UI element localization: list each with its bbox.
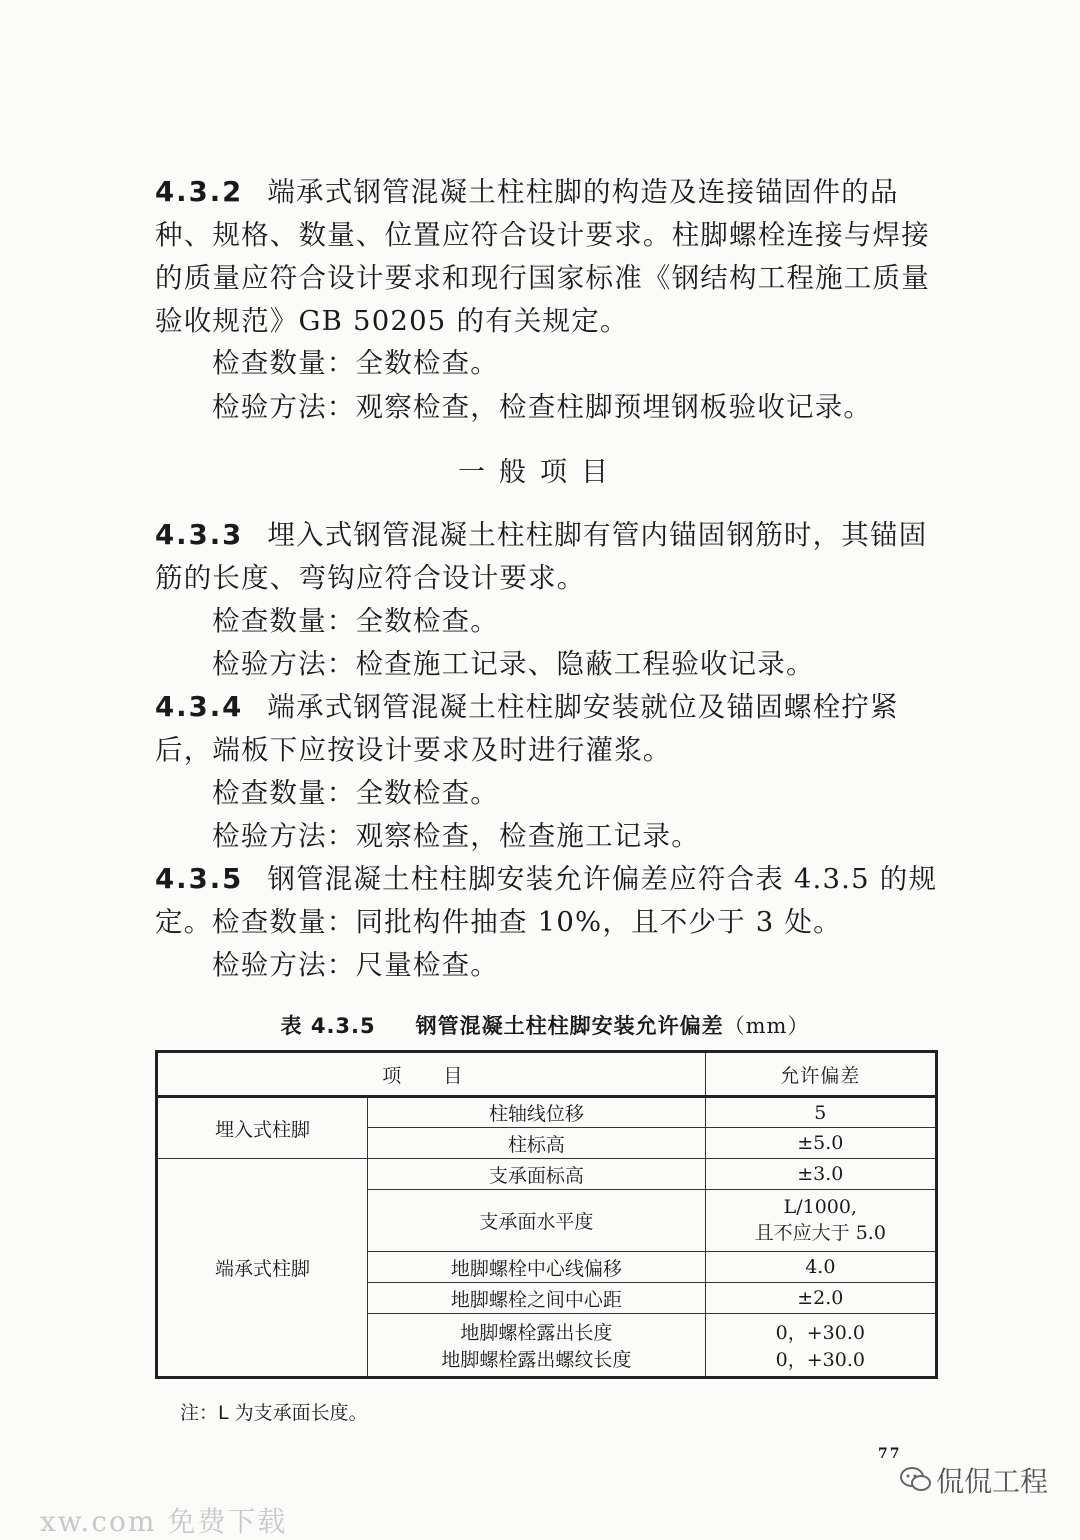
header-item: 项 目 <box>157 1052 706 1097</box>
check-quantity: 检查数量：全数检查。 <box>212 347 499 379</box>
table-row <box>157 1159 937 1190</box>
tolerance-cell: 5 <box>705 1097 936 1128</box>
clause-text: 端承式钢管混凝土柱柱脚安装就位及锚固螺栓拧紧后，端板下应按设计要求及时进行灌浆。 <box>155 691 899 766</box>
table-header-row <box>157 1052 937 1097</box>
item-cell: 支承面标高 <box>368 1159 706 1190</box>
watermark-right <box>900 1460 1048 1501</box>
table-row <box>157 1097 937 1128</box>
clause-number: 4.3.4 <box>155 691 244 723</box>
clause-4-3-2 <box>155 171 945 343</box>
item-cell: 地脚螺栓中心线偏移 <box>368 1252 706 1283</box>
tolerance-cell: ±5.0 <box>705 1128 936 1159</box>
watermark-left: xw.com 免费下载 <box>40 1505 288 1538</box>
clause-text: 端承式钢管混凝土柱柱脚的构造及连接锚固件的品种、规格、数量、位置应符合设计要求。柱脚螺栓连接与焊接的质量应符合设计要求和现行国家标准《钢结构工程施工质量验收规范》GB 50205 的有关规定。 <box>155 176 930 337</box>
clause-text: 钢管混凝土柱柱脚安装允许偏差应符合表 4.3.5 的规定。 <box>155 863 938 938</box>
tolerance-cell <box>705 1314 936 1378</box>
tolerance-cell <box>705 1190 936 1252</box>
table-title: 钢管混凝土柱柱脚安装允许偏差 <box>415 1014 724 1038</box>
header-tolerance: 允许偏差 <box>705 1052 936 1097</box>
section-heading-general: 一般项目 <box>458 457 622 488</box>
check-quantity: 检查数量：全数检查。 <box>212 777 499 809</box>
page-number: 77 <box>878 1446 902 1462</box>
group-embedded: 埋入式柱脚 <box>157 1097 368 1159</box>
clause-number: 4.3.5 <box>155 863 244 895</box>
item-cell: 柱轴线位移 <box>368 1097 706 1128</box>
clause-text: 埋入式钢管混凝土柱柱脚有管内锚固钢筋时，其锚固筋的长度、弯钩应符合设计要求。 <box>155 519 928 594</box>
item-cell: 支承面水平度 <box>368 1190 706 1252</box>
tolerance-line: 0，+30.0 <box>775 1322 865 1344</box>
watermark-right-text: 侃侃工程 <box>936 1465 1049 1498</box>
group-end-bearing: 端承式柱脚 <box>157 1159 368 1378</box>
tolerance-cell: ±3.0 <box>705 1159 936 1190</box>
tolerance-line: 0，+30.0 <box>775 1349 865 1371</box>
table-caption <box>0 1010 1080 1040</box>
item-cell <box>368 1314 706 1378</box>
table-note: 注：L 为支承面长度。 <box>180 1402 368 1424</box>
tolerance-line: 且不应大于 5.0 <box>754 1222 886 1244</box>
check-quantity: 检查数量：全数检查。 <box>212 605 499 637</box>
check-method: 检验方法：观察检查，检查施工记录。 <box>212 820 700 852</box>
clause-4-3-4 <box>155 686 945 772</box>
check-method: 检验方法：尺量检查。 <box>212 949 499 981</box>
table-number: 表 4.3.5 <box>280 1014 376 1038</box>
tolerance-line: L/1000, <box>783 1196 858 1218</box>
chat-bubble-icon <box>900 1466 932 1501</box>
clause-number: 4.3.2 <box>155 176 244 208</box>
tolerance-table <box>155 1050 938 1379</box>
item-cell: 地脚螺栓之间中心距 <box>368 1283 706 1314</box>
item-cell: 柱标高 <box>368 1128 706 1159</box>
item-line: 地脚螺栓露出长度 <box>460 1322 613 1344</box>
check-method: 检验方法：检查施工记录、隐蔽工程验收记录。 <box>212 648 815 680</box>
check-quantity: 检查数量：同批构件抽查 10%，且不少于 3 处。 <box>212 906 842 938</box>
clause-number: 4.3.3 <box>155 519 244 551</box>
check-method: 检验方法：观察检查，检查柱脚预埋钢板验收记录。 <box>212 391 873 423</box>
clause-4-3-3 <box>155 514 945 600</box>
item-line: 地脚螺栓露出螺纹长度 <box>441 1349 632 1371</box>
tolerance-cell: ±2.0 <box>705 1283 936 1314</box>
tolerance-cell: 4.0 <box>705 1252 936 1283</box>
table-unit: （mm） <box>723 1014 810 1038</box>
